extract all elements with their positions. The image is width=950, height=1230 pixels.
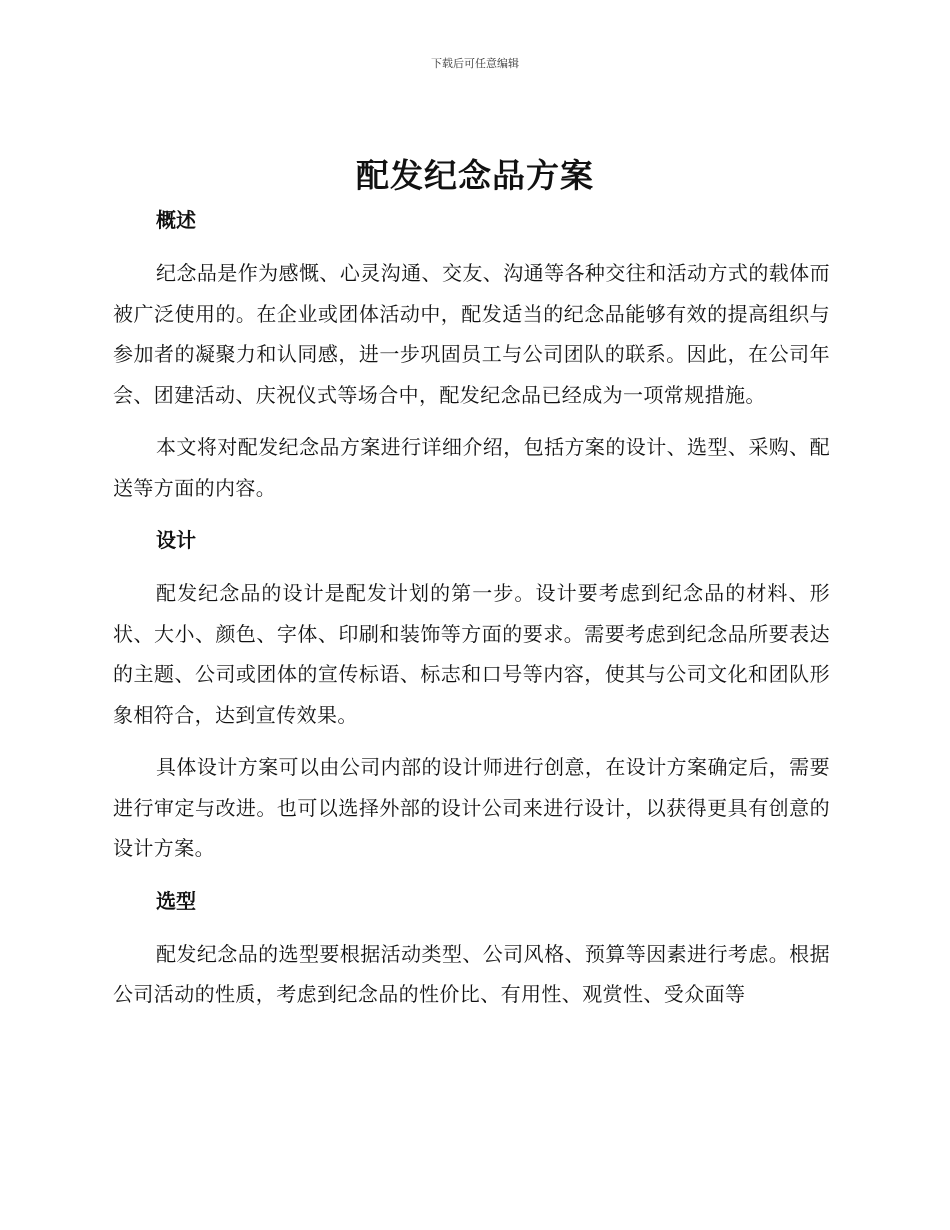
page-title: 配发纪念品方案: [356, 156, 594, 195]
paragraph-selection-1: 配发纪念品的选型要根据活动类型、公司风格、预算等因素进行考虑。根据公司活动的性质，考虑到纪念品的性价比、有用性、观赏性、受众面等: [113, 941, 830, 1006]
section-heading-design: 设计: [156, 528, 196, 552]
header-note: 下载后可任意编辑: [431, 57, 519, 70]
paragraph-design-1: 配发纪念品的设计是配发计划的第一步。设计要考虑到纪念品的材料、形状、大小、颜色、字体、印刷和装饰等方面的要求。需要考虑到纪念品所要表达的主题、公司或团体的宣传标语、标志和口号等内容，使其与公司文化和团队形象相符合，达到宣传效果。: [113, 581, 830, 727]
paragraph-overview-2: 本文将对配发纪念品方案进行详细介绍，包括方案的设计、选型、采购、配送等方面的内容。: [113, 435, 830, 500]
document-body: [113, 200, 830, 1015]
section-heading-selection: 选型: [156, 888, 196, 913]
paragraph-design-2: 具体设计方案可以由公司内部的设计师进行创意，在设计方案确定后，需要进行审定与改进。也可以选择外部的设计公司来进行设计，以获得更具有创意的设计方案。: [113, 755, 830, 860]
paragraph-overview-1: 纪念品是作为感慨、心灵沟通、交友、沟通等各种交往和活动方式的载体而被广泛使用的。在企业或团体活动中，配发适当的纪念品能够有效的提高组织与参加者的凝聚力和认同感，进一步巩固员工与公司团队的联系。因此，在公司年会、团建活动、庆祝仪式等场合中，配发纪念品已经成为一项常规措施。: [113, 261, 830, 407]
section-heading-overview: 概述: [156, 208, 196, 232]
